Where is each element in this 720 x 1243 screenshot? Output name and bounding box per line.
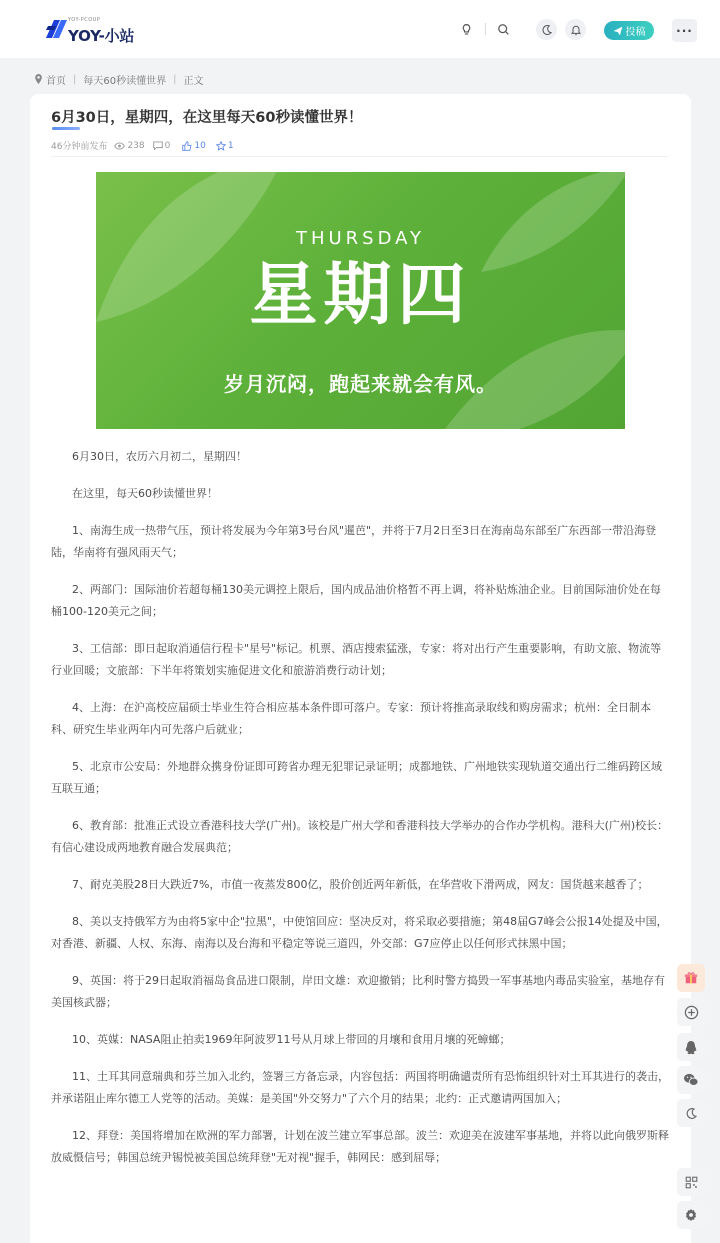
thumbs-up-icon [182,141,192,151]
comment-count[interactable] [153,141,171,151]
comment-count-value: 0 [164,140,171,151]
article-paragraph: 6、教育部：批准正式设立香港科技大学(广州)。该校是广州大学和香港科技大学举办的合作办学机构。港科大(广州)校长：有信心建设成两地教育融合发展典范； [51,819,669,854]
settings-icon [684,1208,698,1222]
article-paragraph: 4、上海：在沪高校应届硕士毕业生符合相应基本条件即可落户。专家：预计将推高录取线和购房需求；杭州：全日制本科、研究生毕业两年内可先落户后就业； [51,701,651,736]
banner-slogan-text: 岁月沉闷，跑起来就会有风。 [224,372,497,396]
moon-icon [541,24,553,36]
location-pin-icon [34,74,43,84]
wechat-button[interactable] [677,1066,705,1094]
plus-circle-icon [684,1005,699,1020]
eye-icon [114,142,125,150]
qrcode-button[interactable] [677,1168,705,1196]
top-header [0,0,720,58]
settings-button[interactable] [677,1201,705,1229]
breadcrumb-home[interactable]: 首页 [46,75,66,87]
gift-button[interactable] [677,964,705,992]
favorite-count[interactable] [216,141,234,151]
article-paragraph: 6月30日，农历六月初二，星期四！ [72,450,247,463]
banner-weekday-text: 星期四 [249,256,472,335]
search-icon[interactable] [494,20,512,38]
more-menu-button[interactable] [672,19,697,42]
article-paragraph: 1、南海生成一热带气压，预计将发展为今年第3号台风"暹芭"，并将于7月2日至3日在海南岛东部至广东西部一带沿海登陆，华南将有强风雨天气； [51,524,657,559]
like-count[interactable] [182,141,205,151]
meta-divider [51,156,668,157]
article-paragraph: 7、耐克美股28日大跌近7%，市值一夜蒸发800亿，股价创近两年新低，在华营收下滑两成，网友：国货越来越香了； [72,878,649,891]
like-count-value: 10 [194,140,206,151]
logo-mark-icon [44,16,68,40]
article-card [30,94,691,1243]
article-content [51,446,671,1184]
logo-text: YOY-小站 [68,27,135,45]
qq-icon [684,1040,698,1055]
theme-toggle-button[interactable] [677,1099,705,1127]
bell-icon [570,24,582,36]
article-paragraph: 9、英国：将于29日起取消福岛食品进口限制，岸田文雄：欢迎撤销；比利时警方捣毁一军事基地内毒品实验室，基地存有美国核武器； [51,974,665,1009]
article-paragraph: 5、北京市公安局：外地群众携身份证即可跨省办理无犯罪记录证明；成都地铁、广州地铁实现轨道交通出行二维码跨区域互联互通； [51,760,662,795]
breadcrumb [34,72,203,86]
article-paragraph: 11、土耳其同意瑞典和芬兰加入北约，签署三方备忘录，内容包括：两国将明确谴责所有恐怖组织针对土耳其进行的袭击，并承诺阻止库尔德工人党等的活动。美媒：是美国"外交努力"了六个月的结果；北约：正式邀请两国加入； [51,1070,669,1105]
header-divider [485,23,486,35]
breadcrumb-separator: | [73,73,77,85]
article-paragraph: 在这里，每天60秒读懂世界！ [72,487,218,500]
add-button[interactable] [677,998,705,1026]
dark-mode-toggle[interactable] [536,19,557,40]
article-paragraph: 8、美以支持俄军方为由将5家中企"拉黑"，中使馆回应：坚决反对，将采取必要措施；第48届G7峰会公报14处提及中国，对香港、新疆、人权、东海、南海以及台海和平稳定等说三道四，外交部：G7应停止以任何形式抹黑中国； [51,915,668,950]
breadcrumb-current: 正文 [183,75,204,87]
paper-plane-icon [613,26,623,36]
breadcrumb-separator: | [173,73,177,85]
submit-post-label: 投稿 [625,27,646,38]
moon-icon [685,1107,698,1120]
article-meta [51,139,234,152]
wechat-icon [683,1073,699,1087]
view-count [114,141,144,151]
submit-post-button[interactable] [604,21,654,40]
article-title: 6月30日，星期四，在这里每天60秒读懂世界！ [51,110,363,126]
favorite-count-value: 1 [227,140,234,151]
article-paragraph: 3、工信部：即日起取消通信行程卡"星号"标记。机票、酒店搜索猛涨，专家：将对出行产生重要影响，有助文旅、物流等行业回暖；文旅部：下半年将策划实施促进文化和旅游消费行动计划； [51,642,662,677]
qq-button[interactable] [677,1033,705,1061]
comment-icon [153,141,163,150]
logo-small-text: YOY-PCOUP [68,17,101,23]
article-paragraph: 10、英媒：NASA阻止拍卖1969年阿波罗11号从月球上带回的月壤和食用月壤的死蟑螂； [72,1033,511,1046]
breadcrumb-category[interactable]: 每天60秒读懂世界 [83,75,167,87]
qrcode-icon [685,1176,698,1189]
publish-time: 46分钟前发布 [51,142,108,152]
article-paragraph: 2、两部门：国际油价若超每桶130美元调控上限后，国内成品油价格暂不再上调，将补贴炼油企业。目前国际油价处在每桶100-120美元之间； [51,583,661,618]
gift-icon [684,971,698,985]
more-dots-icon: ··· [676,23,693,38]
lightbulb-icon[interactable] [457,20,475,38]
site-logo[interactable] [44,14,139,46]
view-count-value: 238 [127,140,145,151]
notification-button[interactable] [565,19,586,40]
banner-english-text: THURSDAY [295,228,426,249]
article-banner-image [96,172,625,429]
title-underline [52,127,80,130]
star-icon [216,141,226,151]
article-paragraph: 12、拜登：美国将增加在欧洲的军力部署，计划在波兰建立军事总部。波兰：欢迎美在波建军事基地，并将以此向俄罗斯释放威慑信号；韩国总统尹锡悦被美国总统拜登"无对视"握手，韩网民：感到屈辱； [51,1129,669,1164]
